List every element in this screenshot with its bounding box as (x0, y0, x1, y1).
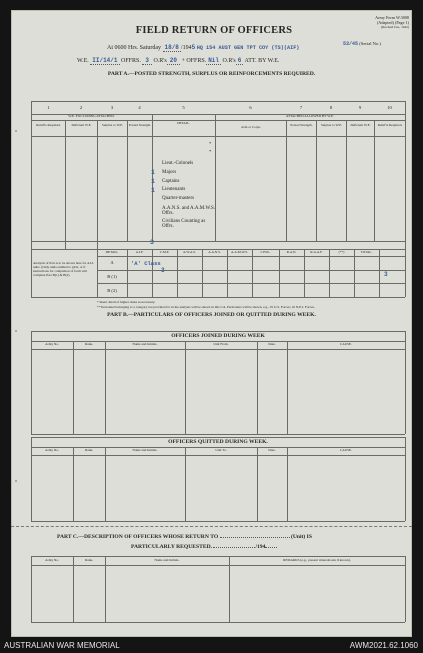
lieutenants-count: 1 (151, 186, 155, 194)
joined-col-rank: Rank. (84, 342, 93, 346)
col-number-6: 6 (249, 105, 252, 110)
col-number-3: 3 (110, 105, 114, 110)
footer-accession: AWM2021.62.1060 (349, 641, 418, 650)
header-arm-corps: Arm or Corps. (241, 125, 261, 129)
ors-value: 20 (167, 57, 180, 65)
quitted-col-rank: Rank. (84, 448, 93, 452)
rank-captain: Captains (162, 178, 180, 184)
part-c-col-remarks: REMARKS (e.g., present whereabouts if known). (283, 558, 351, 562)
offrs-label-2: OFFRS. (186, 58, 207, 64)
quitted-col-cause: CAUSE. (340, 448, 352, 452)
rank-qm: Quarter-masters (162, 196, 195, 202)
footer-credit: AUSTRALIAN WAR MEMORIAL (4, 641, 120, 650)
detail-col-cmf: C.M.F. (159, 250, 170, 254)
form-sheet (11, 10, 412, 637)
detail-col-aif: A.I.F. (135, 250, 144, 254)
header-surplus-2: Surplus to W.E. (320, 123, 343, 127)
quitted-col-date: Date. (268, 448, 276, 452)
we-value: II/14/1 (92, 57, 118, 64)
part-c-col-army-no: Army No. (45, 558, 59, 562)
analysis-note: Analysis of Part A to be shown here for ALL units. (Only units entitled to girls, or if instructions for completion of form will complete Part B(1) & B(2). (33, 261, 94, 277)
part-c-line-2 (131, 544, 277, 550)
punch-hole (15, 480, 17, 482)
col-number-9: 9 (358, 105, 362, 110)
part-c-title-suffix: (Unit) IS (290, 534, 312, 540)
rank-lt-col: Lieut.-Colonels (162, 161, 194, 166)
quitted-col-army-no: Army No. (45, 448, 59, 452)
form-id (347, 16, 409, 30)
asterisk: * (209, 141, 212, 146)
serial-label: (Serial No.) (359, 41, 381, 46)
rank-aans: A.A.N.S. and A.A.M.W.S. Offrs. (162, 205, 216, 217)
joined-col-date: Date. (268, 342, 276, 346)
detail-col-aans: A.A.N.S. (208, 250, 221, 254)
form-revised: (Revised Jan., 1942) (381, 24, 409, 29)
part-c-col-rank: Rank. (84, 558, 93, 562)
joined-col-unit: Unit From. (213, 342, 229, 346)
captains-count: 1 (151, 177, 155, 185)
header-year: 5 (191, 44, 196, 51)
punch-hole (15, 130, 17, 132)
header-posted-2: Posted Strength. (290, 123, 313, 127)
quitted-col-name: Name and Initials. (132, 448, 158, 452)
offrs-value: 3 (142, 57, 152, 65)
quitted-col-unit: Unit To. (215, 448, 227, 452)
ors2-value: 6 (237, 57, 242, 64)
joined-title: OFFICERS JOINED DURING WEEK (171, 333, 265, 339)
we-label: W.E. (77, 58, 89, 64)
att-label: ATT. BY W.E. (244, 58, 280, 64)
header-date: 18/8 (164, 44, 179, 51)
detail-header: DETAIL. (177, 121, 190, 125)
header-reinfts-2: Reinf'ts Required. (377, 123, 403, 127)
rank-typed-values (151, 169, 155, 195)
offrs2-value: Nil (208, 57, 219, 64)
offrs-label: OFFRS. (121, 58, 141, 64)
header-unit: HQ 154 AUST GEN TPT COY (TS)(AIF) (196, 45, 300, 51)
detail-row-a: A (110, 260, 114, 265)
footer-bar (0, 640, 423, 653)
group-left-header: W.E. EXCLUDING ATTACHED. (68, 114, 115, 118)
col-number-5: 5 (182, 105, 185, 110)
detail-col-other: (**) (338, 250, 345, 254)
perforation-line (11, 526, 412, 527)
part-b-title: PART B.—PARTICULARS OF OFFICERS JOINED OR QUITTED DURING WEEK. (107, 312, 316, 318)
col-number-10: 10 (387, 105, 392, 110)
majors-count: 1 (151, 169, 155, 176)
rank-lieutenant: Lieutenants (162, 187, 186, 193)
part-c-title-prefix: PART C.—DESCRIPTION OF OFFICERS WHOSE RETURN TO (57, 534, 219, 540)
punch-hole (15, 330, 17, 332)
aif-count: 3 (161, 267, 165, 274)
col-number-8: 8 (329, 105, 333, 110)
ors-label: O.R's (153, 58, 167, 64)
detail-col-total: TOTAL. (360, 250, 373, 254)
posted-total: 3 (150, 239, 154, 246)
quitted-title: OFFICERS QUITTED DURING WEEK. (168, 439, 268, 445)
footnote-2: ** Personnel belonging to a category not provided for in the analysis will be shown in this Col. Particulars will be shown, e.g., 25 U.S. Forces; 10 N.E.I. Forces. (97, 305, 315, 309)
part-c-year: /194 (255, 544, 266, 550)
header-deficient-2: Deficient W.E. (350, 123, 371, 127)
col-number-4: 4 (138, 105, 141, 110)
joined-col-cause: CAUSE. (340, 342, 352, 346)
group-right-header: ATTACHED ALLOWED BY W.E. (286, 114, 334, 118)
part-a-title: PART A.—POSTED STRENGTH, SURPLUS OR REINFORCEMENTS REQUIRED. (107, 71, 316, 77)
form-title: FIELD RETURN OF OFFICERS (135, 25, 293, 36)
form-adapted: (Adapted) (Page 1) (376, 19, 409, 25)
rank-civilians: Civilians Counting as Offrs. (162, 218, 206, 230)
joined-col-army-no: Army No. (45, 342, 59, 346)
footnote-1: * Insert detail of higher ranks as necessary. (97, 300, 156, 304)
part-c-title (57, 534, 312, 540)
detail-col-awas: A.W.A.S. (182, 250, 197, 254)
a-class-typed: 'A' Class (131, 260, 161, 267)
detail-col-ran: R.A.N. (286, 250, 297, 254)
detail-row-b2: B (2) (107, 288, 117, 293)
header-line-1 (107, 44, 299, 52)
part-c-col-name: Name and Initials. (154, 558, 180, 562)
header-time-label: At 0600 Hrs. Saturday (107, 45, 161, 51)
detail-col-detail: DETAIL. (105, 250, 119, 254)
col-number-1: 1 (47, 105, 50, 110)
col-number-7: 7 (299, 105, 303, 110)
detail-col-raaf: R.A.A.F. (310, 250, 323, 254)
detail-col-civil: CIVIL. (260, 250, 271, 254)
form-number: Army Form W.3008 (375, 15, 409, 20)
row-total: 3 (384, 271, 388, 278)
ranks-list (162, 160, 215, 230)
rank-major: Majors (162, 169, 177, 175)
header-posted: Posted Strength. (128, 123, 152, 127)
detail-row-b1: B (1) (107, 274, 117, 279)
detail-col-aamws: A.A.M.W.S. (231, 250, 248, 254)
header-year-prefix: /194 (180, 45, 192, 51)
header-surplus: Surplus to W.E. (101, 123, 124, 127)
serial-value: 53/45 (343, 41, 359, 47)
col-number-2: 2 (79, 105, 83, 110)
serial-number (343, 41, 381, 47)
header-reinfts: Reinf'ts Required. (36, 123, 61, 127)
part-c-requested: PARTICULARLY REQUESTED. (131, 544, 213, 550)
header-line-2 (77, 57, 279, 65)
joined-col-name: Name and Initials. (132, 342, 158, 346)
header-deficient: Deficient W.E. (71, 123, 92, 127)
asterisk: * (209, 149, 212, 154)
ors-label-2: O.R's (222, 58, 236, 64)
plus-sign: + (181, 58, 185, 64)
